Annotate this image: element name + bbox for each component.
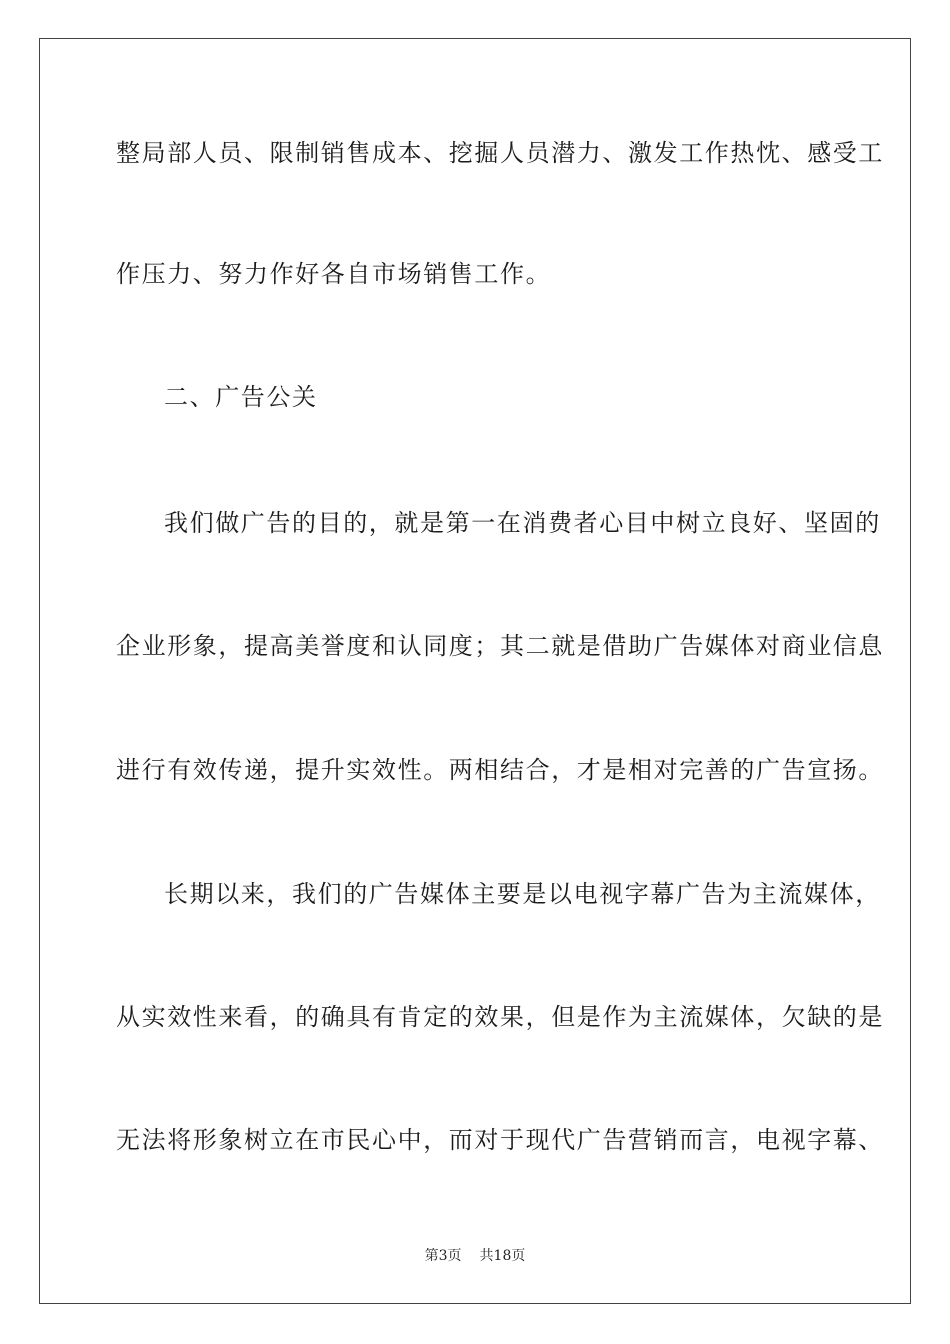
body-line-8: 从实效性来看，的确具有肯定的效果，但是作为主流媒体，欠缺的是 xyxy=(116,1003,884,1031)
page-footer xyxy=(0,1246,950,1266)
body-line-1: 整局部人员、限制销售成本、挖掘人员潜力、激发工作热忱、感受工 xyxy=(116,139,884,167)
body-line-6: 进行有效传递，提升实效性。两相结合，才是相对完善的广告宣扬。 xyxy=(116,756,884,784)
body-line-7: 长期以来，我们的广告媒体主要是以电视字幕广告为主流媒体， xyxy=(164,880,881,908)
body-line-5: 企业形象，提高美誉度和认同度；其二就是借助广告媒体对商业信息 xyxy=(116,632,884,660)
page-total: 共18页 xyxy=(479,1248,526,1264)
body-line-2: 作压力、努力作好各自市场销售工作。 xyxy=(116,260,552,288)
section-heading: 二、广告公关 xyxy=(164,383,318,411)
page-border xyxy=(39,38,911,1304)
body-line-4: 我们做广告的目的，就是第一在消费者心目中树立良好、坚固的 xyxy=(164,509,881,537)
body-line-9: 无法将形象树立在市民心中，而对于现代广告营销而言，电视字幕、 xyxy=(116,1126,884,1154)
page-number: 第3页 xyxy=(424,1248,462,1264)
